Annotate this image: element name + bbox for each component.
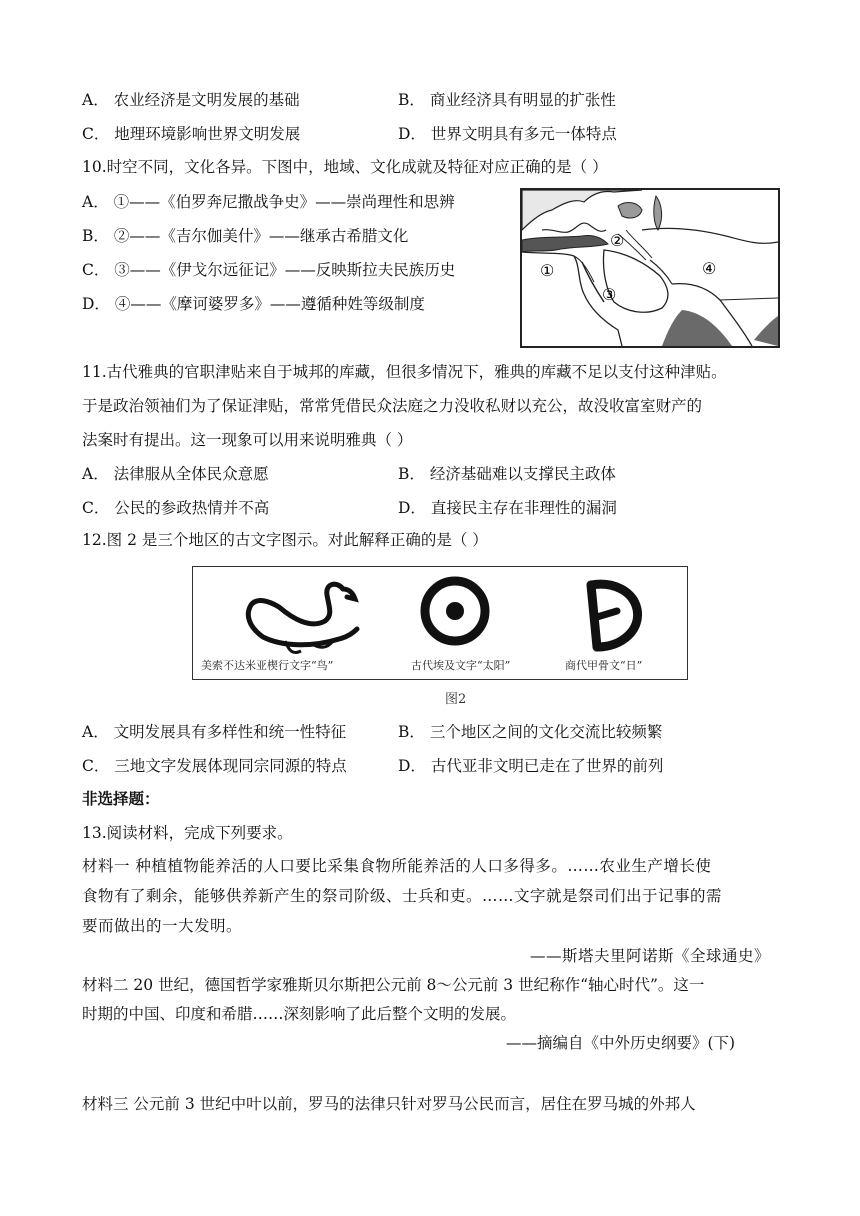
q11-option-a: A． 法律服从全体民众意愿: [82, 465, 269, 483]
material1-line3: 要而做出的一大发明。: [82, 917, 243, 935]
caption-mesopotamia: 美索不达米亚楔行文字“鸟”: [201, 659, 334, 672]
q11-option-b: B． 经济基础难以支撑民主政体: [398, 465, 616, 483]
q10-stem: 10.时空不同，文化各异。下图中，地域、文化成就及特征对应正确的是（ ）: [82, 158, 608, 176]
q10-option-d: D． ④——《摩诃婆罗多》——遵循种姓等级制度: [82, 295, 425, 313]
caption-shang: 商代甲骨文“日”: [565, 659, 643, 672]
map-drawing: [522, 190, 778, 346]
q11-stem-line1: 11.古代雅典的官职津贴来自于城邦的库藏，但很多情况下，雅典的库藏不足以支付这种津贴。: [82, 363, 727, 381]
q9-option-b: B． 商业经济具有明显的扩张性: [398, 91, 616, 109]
material2-line2: 时期的中国、印度和希腊……深刻影响了此后整个文明的发展。: [82, 1005, 517, 1023]
q11-stem-line2: 于是政治领袖们为了保证津贴，常常凭借民众法庭之力没收私财以充公，故没收富室财产的: [82, 397, 703, 415]
map-marker-4: ④: [702, 259, 717, 278]
map-marker-3: ③: [602, 285, 617, 304]
q10-option-c: C． ③——《伊戈尔远征记》——反映斯拉夫民族历史: [82, 261, 456, 279]
q12-figure: [192, 566, 688, 680]
caption-egypt: 古代埃及文字“太阳”: [411, 659, 511, 672]
q12-option-b: B． 三个地区之间的文化交流比较频繁: [398, 723, 663, 741]
material3-line1: 材料三 公元前 3 世纪中叶以前，罗马的法律只针对罗马公民而言，居住在罗马城的外邦人: [82, 1095, 696, 1113]
q11-option-c: C． 公民的参政热情并不高: [82, 499, 270, 517]
q12-stem: 12.图 2 是三个地区的古文字图示。对此解释正确的是（ ）: [82, 531, 488, 549]
q10-option-b: B． ②——《吉尔伽美什》——继承古希腊文化: [82, 227, 409, 245]
q9-option-a: A． 农业经济是文明发展的基础: [82, 91, 300, 109]
section-heading: 非选择题：: [82, 789, 160, 808]
q10-option-a: A． ①——《伯罗奔尼撒战争史》——崇尚理性和思辨: [82, 193, 455, 211]
q12-option-c: C． 三地文字发展体现同宗同源的特点: [82, 757, 347, 775]
material1-source: ——斯塔夫里阿诺斯《全球通史》: [530, 947, 771, 965]
material2-source: ——摘编自《中外历史纲要》(下): [506, 1034, 736, 1052]
q12-option-d: D． 古代亚非文明已走在了世界的前列: [398, 757, 664, 775]
q9-option-c: C． 地理环境影响世界文明发展: [82, 125, 301, 143]
q13-stem: 13.阅读材料，完成下列要求。: [82, 824, 293, 842]
material2-line1: 材料二 20 世纪，德国哲学家雅斯贝尔斯把公元前 8～公元前 3 世纪称作“轴心时代”。这一: [82, 976, 705, 994]
material1-line2: 食物有了剩余，能够供养新产生的祭司阶级、士兵和吏。……文字就是祭司们出于记事的需: [82, 887, 723, 905]
map-marker-1: ①: [540, 261, 555, 280]
figure-label: 图2: [445, 692, 467, 707]
q11-option-d: D． 直接民主存在非理性的漏洞: [398, 499, 617, 517]
q9-option-d: D． 世界文明具有多元一体特点: [398, 125, 617, 143]
q10-map: [520, 188, 780, 348]
map-marker-2: ②: [610, 231, 625, 250]
q12-option-a: A． 文明发展具有多样性和统一性特征: [82, 723, 347, 741]
material1-line1: 材料一 种植植物能养活的人口要比采集食物所能养活的人口多得多。……农业生产增长使: [82, 857, 712, 875]
q11-stem-line3: 法案时有提出。这一现象可以用来说明雅典（ ）: [82, 431, 413, 449]
